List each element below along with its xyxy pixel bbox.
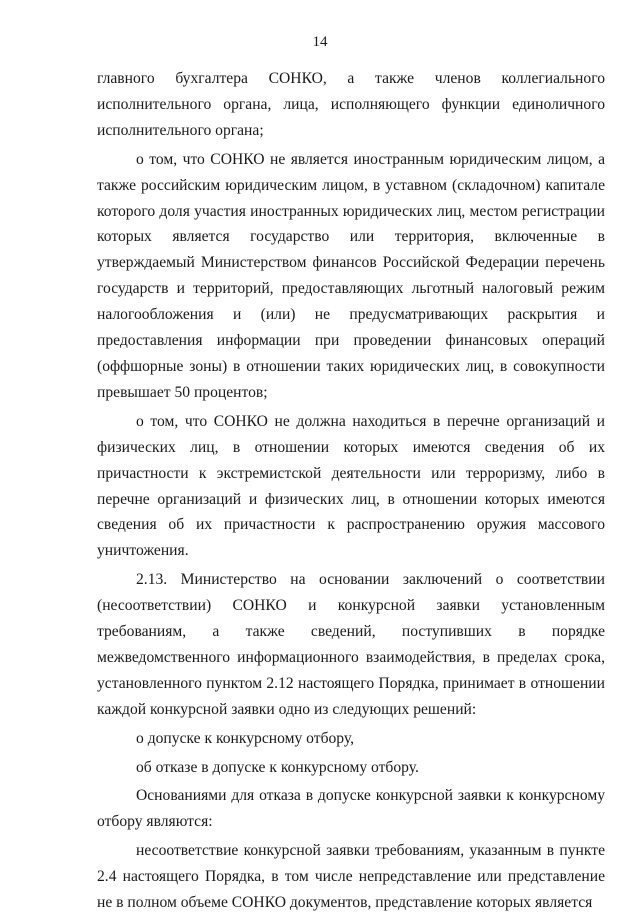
paragraph-6: об отказе в допуске к конкурсному отбору. (136, 758, 419, 776)
paragraph-4: 2.13. Министерство на основании заключений о соответствии (несоответствии) СОНКО и конкурсной заявки установленным требованиям, а также сведений, поступивших в порядке межведомственного информационного взаимодействия, в пределах срока, установленного пунктом 2.12 настоящего Порядка, принимает в отношении каждой конкурсной заявки одно из следующих решений: (97, 571, 605, 718)
page-number: 14 (312, 34, 328, 50)
paragraph-2: о том, что СОНКО не является иностранным юридическим лицом, а также российским юридическим лицом, в уставном (складочном) капитале которого доля участия иностранных юридических лиц, местом регистрации которых является государство или территория, включенные в утверждаемый Министерством финансов Российской Федерации перечень государств и территорий, предоставляющих льготный налоговый режим налогообложения и (или) не предусматривающих раскрытия и предоставления информации при проведении финансовых операций (оффшорные зоны) в отношении таких юридических лиц, в совокупности превышает 50 процентов; (97, 150, 605, 401)
paragraph-1: главного бухгалтера СОНКО, а также членов коллегиального исполнительного органа, лица, исполняющего функции единоличного исполнительного органа; (97, 70, 605, 139)
paragraph-8: несоответствие конкурсной заявки требованиям, указанным в пункте 2.4 настоящего Порядка, в том числе непредставление или представление не в полном объеме СОНКО документов, представление которых является (97, 842, 605, 912)
paragraph-5: о допуске к конкурсному отбору, (136, 729, 355, 747)
document-body (97, 66, 605, 916)
paragraph-3: о том, что СОНКО не должна находиться в перечне организаций и физических лиц, в отношении которых имеются сведения об их причастности к экстремистской деятельности или терроризму, либо в перечне организаций и физических лиц, в отношении которых имеются сведения об их причастности к распространению оружия массового уничтожения. (97, 412, 605, 560)
paragraph-7: Основаниями для отказа в допуске конкурсной заявки к конкурсному отбору являются: (97, 787, 605, 831)
